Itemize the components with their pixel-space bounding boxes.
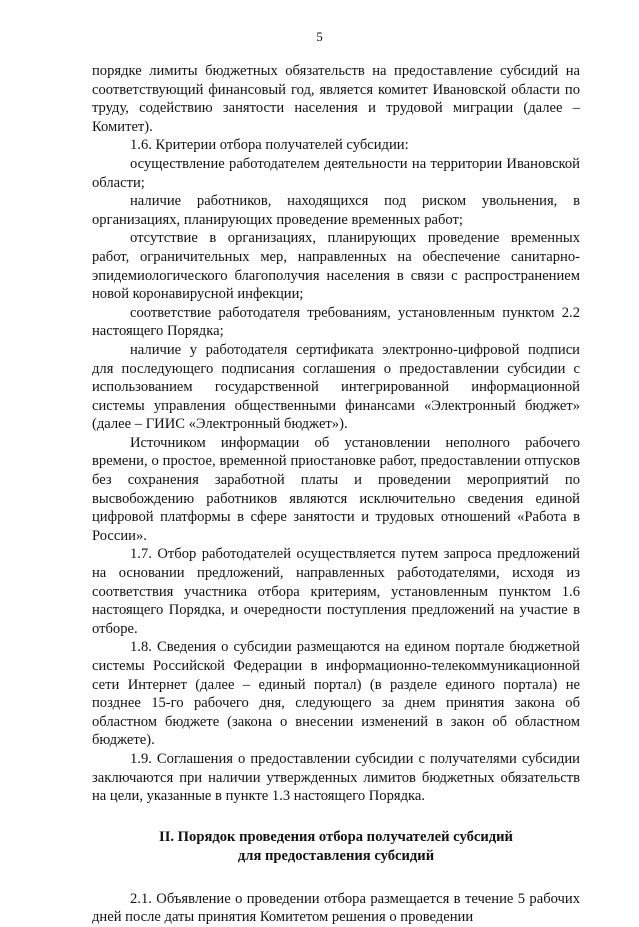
section-heading (92, 828, 580, 866)
paragraph: порядке лимиты бюджетных обязательств на предоставление субсидий на соответствующий финансовый год, является комитет Ивановской области по труду, содействию занятости населения и трудовой миграции (далее – Комитет). (92, 63, 580, 135)
document-body (92, 62, 580, 927)
paragraph: 1.9. Соглашения о предоставлении субсидии с получателями субсидии заключаются при наличии утвержденных лимитов бюджетных обязательств на цели, указанные в пункте 1.3 настоящего Порядка. (92, 750, 580, 805)
paragraph: 1.8. Сведения о субсидии размещаются на едином портале бюджетной системы Российской Федерации в информационно-телекоммуникационной сети Интернет (далее – единый портал) (в разделе единого портала) не позднее 15-го рабочего дня, следующего за днем принятия закона об областном бюджете (закона о внесении изменений в закон об областном бюджете). (92, 639, 580, 749)
paragraph: 2.1. Объявление о проведении отбора размещается в течение 5 рабочих дней после даты принятия Комитетом решения о проведении (92, 890, 580, 926)
paragraph: Источником информации об установлении неполного рабочего времени, о простое, временной приостановке работ, предоставлении отпусков без сохранения заработной платы и проведении мероприятий по высвобождению работников являются исключительно сведения единой цифровой платформы в сфере занятости и трудовых отношений «Работа в России». (92, 434, 580, 544)
page-number: 5 (316, 29, 323, 44)
paragraph: наличие работников, находящихся под риском увольнения, в организациях, планирующих проведение временных работ; (92, 193, 580, 228)
paragraph: наличие у работодателя сертификата электронно-цифровой подписи для последующего подписания соглашения о предоставлении субсидии с использованием государственной интегрированной информационной системы управления общественными финансами «Электронный бюджет» (далее – ГИИС «Электронный бюджет»). (92, 341, 580, 433)
paragraph: 1.6. Критерии отбора получателей субсидии: (130, 137, 409, 154)
paragraph: 1.7. Отбор работодателей осуществляется путем запроса предложений на основании предложений, направленных работодателями, исходя из соответствия участника отбора критериям, установленным пунктом 1.6 настоящего Порядка, и очередности поступления предложений на участие в отборе. (92, 546, 580, 637)
section-heading-line: для предоставления субсидий (237, 847, 435, 864)
paragraph: отсутствие в организациях, планирующих проведение временных работ, ограничительных мер, направленных на обеспечение санитарно-эпидемиологического благополучия населения в связи с распространением новой коронавирусной инфекции; (92, 230, 580, 303)
paragraph: соответствие работодателя требованиям, установленным пунктом 2.2 настоящего Порядка; (92, 304, 580, 340)
section-heading-line: II. Порядок проведения отбора получателей субсидий (159, 828, 513, 845)
paragraph: осуществление работодателем деятельности на территории Ивановской области; (92, 155, 580, 191)
